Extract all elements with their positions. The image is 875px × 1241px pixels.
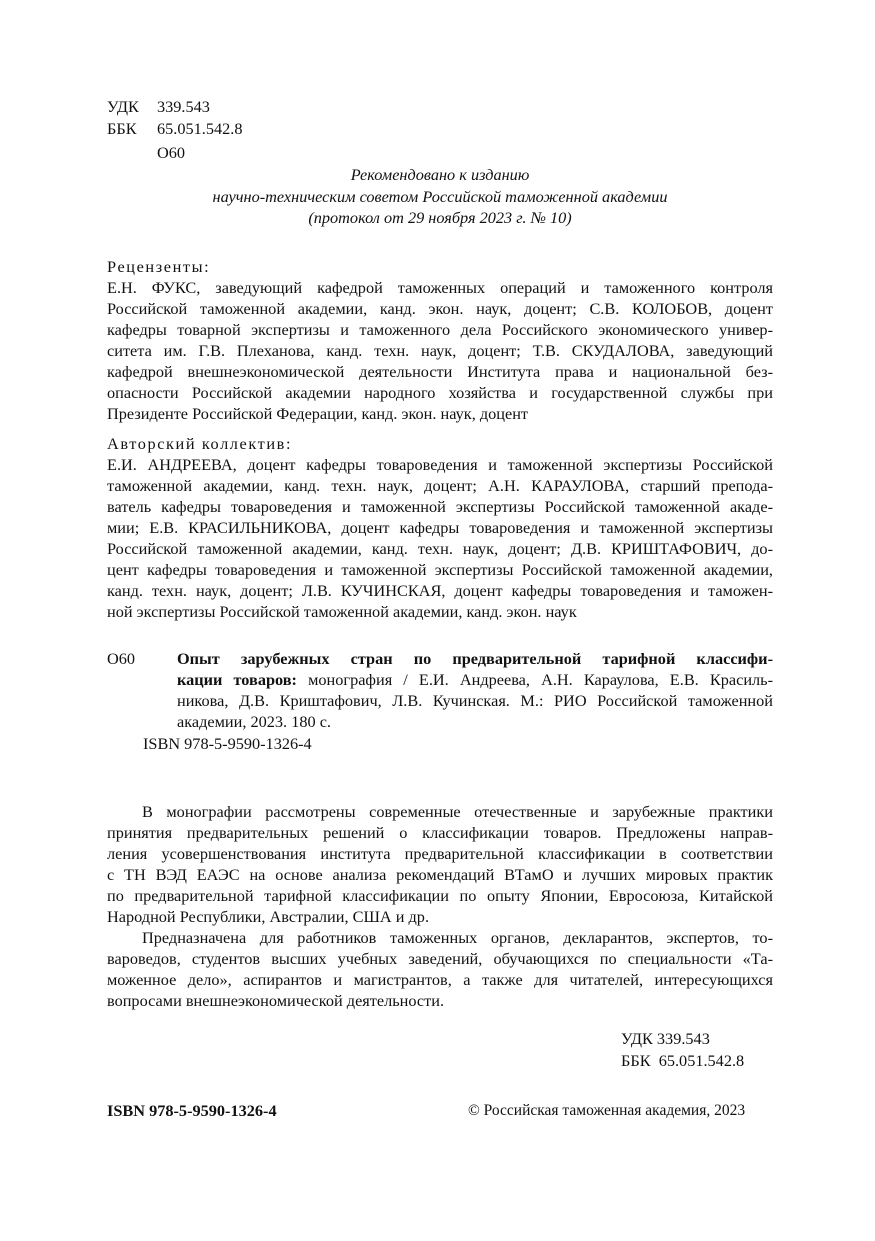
abstract-line: Народной Республики, Австралии, США и др. xyxy=(107,907,430,926)
reviewers-heading: Рецензенты: xyxy=(107,257,211,276)
footer-copyright: © Российская таможенная академия, 2023 xyxy=(468,1102,746,1119)
reviewers-line: Президенте Российской Федерации, канд. экон. наук, доцент xyxy=(107,404,529,423)
udk-value: 339.543 xyxy=(157,97,210,116)
abstract xyxy=(107,801,773,1011)
abstract-line: по предварительной тарифной классификации по опыту Японии, Евросоюза, Китайской xyxy=(107,886,773,905)
footer-isbn: ISBN 978-5-9590-1326-4 xyxy=(107,1101,277,1120)
abstract-line: моженное дело», аспирантов и магистрантов, а также для читателей, интересующихся xyxy=(107,970,773,989)
recommendation-line: научно-техническим советом Российской таможенной академии xyxy=(212,187,668,206)
reviewers-line: Российской таможенной академии, канд. экон. наук, доцент; С.В. КОЛОБОВ, доцент xyxy=(107,299,773,318)
authors-line: ной экспертизы Российской таможенной академии, канд. экон. наук xyxy=(107,602,577,621)
entry-line: академии, 2023. 180 с. xyxy=(177,712,331,731)
entry-title-end: кации товаров: xyxy=(177,670,297,689)
authors-line: Е.И. АНДРЕЕВА, доцент кафедры товароведения и таможенной экспертизы Российской xyxy=(107,455,773,474)
authors-line: канд. техн. наук, доцент; Л.В. КУЧИНСКАЯ, доцент кафедры товароведения и таможен- xyxy=(107,581,773,600)
udk-label: УДК xyxy=(107,97,139,116)
bottom-udk: УДК 339.543 xyxy=(621,1029,710,1048)
reviewers-line: кафедрой внешнеэкономической деятельности Института права и национальной без- xyxy=(107,362,773,381)
abstract-line: принятия предварительных решений о классификации товаров. Предложены направ- xyxy=(107,823,773,842)
entry-code: О60 xyxy=(107,649,136,668)
abstract-line: ления усовершенствования института предварительной классификации в соответствии xyxy=(107,844,773,863)
bbk-value: 65.051.542.8 xyxy=(157,119,243,138)
reviewers-line: кафедры товарной экспертизы и таможенного дела Российского экономического универ- xyxy=(107,320,773,339)
abstract-line: с ТН ВЭД ЕАЭС на основе анализа рекомендаций ВТамО и лучших мировых практик xyxy=(107,865,773,884)
entry-description: монография / Е.И. Андреева, А.Н. Караулова, Е.В. Красиль- xyxy=(296,670,773,689)
reviewers-section xyxy=(107,256,773,424)
reviewers-line: ситета им. Г.В. Плеханова, канд. техн. наук, доцент; Т.В. СКУДАЛОВА, заведующий xyxy=(107,341,773,360)
recommendation-line: Рекомендовано к изданию xyxy=(350,165,530,184)
entry-line xyxy=(177,669,773,690)
abstract-text: В монографии рассмотрены современные отечественные и зарубежные практики xyxy=(142,802,773,821)
abstract-line: вароведов, студентов высших учебных заведений, обучающихся по специальности «Та- xyxy=(107,949,773,968)
entry-isbn: ISBN 978-5-9590-1326-4 xyxy=(143,734,312,753)
reviewers-line: опасности Российской академии народного хозяйства и государственной службы при xyxy=(107,383,773,402)
authors-heading: Авторский коллектив: xyxy=(107,434,293,453)
recommendation-line: (протокол от 29 ноября 2023 г. № 10) xyxy=(308,208,572,227)
bibliographic-entry xyxy=(177,648,773,732)
bbk-code xyxy=(107,118,242,139)
abstract-text: Предназначена для работников таможенных органов, декларантов, экспертов, то- xyxy=(142,928,773,947)
abstract-line xyxy=(107,801,773,822)
authors-line: Российской таможенной академии, канд. техн. наук, доцент; Д.В. КРИШТАФОВИЧ, до- xyxy=(107,539,773,558)
entry-title: Опыт зарубежных стран по предварительной тарифной классифи- xyxy=(177,649,773,668)
bottom-bbk: ББК 65.051.542.8 xyxy=(621,1051,745,1070)
author-mark: О60 xyxy=(157,143,186,162)
abstract-line xyxy=(107,927,773,948)
abstract-line: вопросами внешнеэкономической деятельности. xyxy=(107,991,445,1010)
authors-line: мии; Е.В. КРАСИЛЬНИКОВА, доцент кафедры товароведения и таможенной экспертизы xyxy=(107,518,773,537)
authors-section xyxy=(107,433,773,622)
authors-line: цент кафедры товароведения и таможенной экспертизы Российской таможенной академии, xyxy=(107,560,773,579)
entry-line: никова, Д.В. Криштафович, Л.В. Кучинская. М.: РИО Российской таможенной xyxy=(177,691,773,710)
udk-code xyxy=(107,96,210,117)
bbk-label: ББК xyxy=(107,119,137,138)
reviewers-line: Е.Н. ФУКС, заведующий кафедрой таможенных операций и таможенного контроля xyxy=(107,278,773,297)
authors-line: ватель кафедры товароведения и таможенной экспертизы Российской таможенной акаде- xyxy=(107,497,773,516)
authors-line: таможенной академии, канд. техн. наук, доцент; А.Н. КАРАУЛОВА, старший препода- xyxy=(107,476,773,495)
